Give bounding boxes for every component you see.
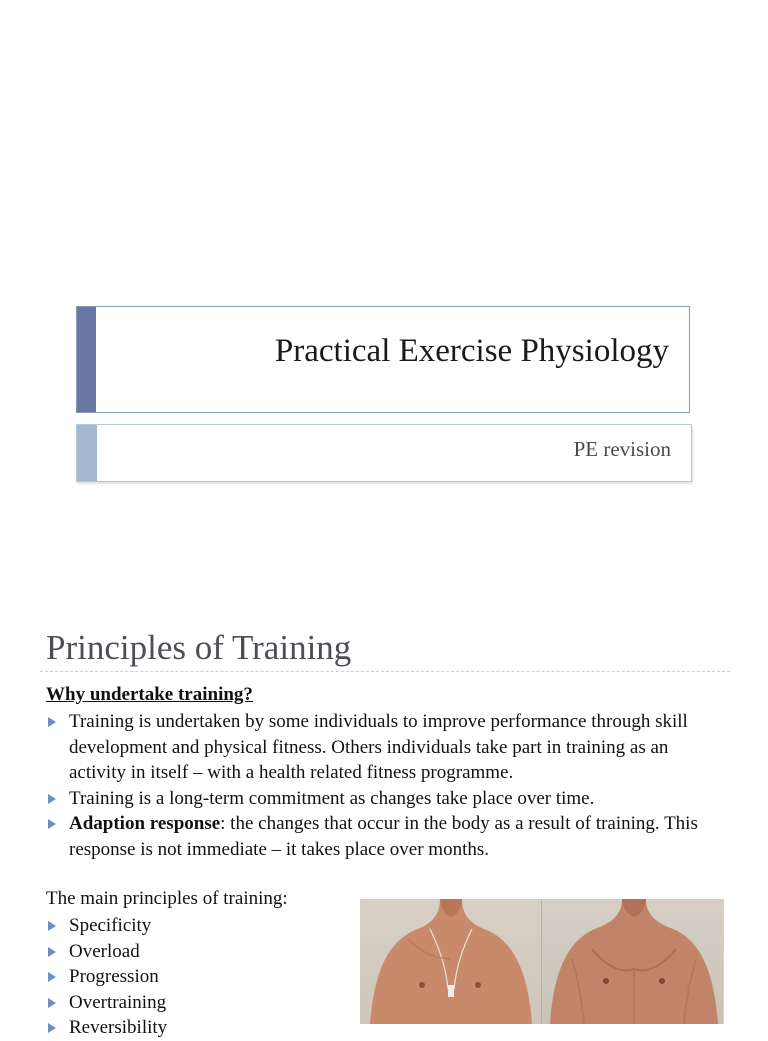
title-slide-box	[76, 306, 690, 413]
principle-label: Progression	[69, 966, 159, 987]
principle-label: Overload	[69, 940, 140, 962]
title-divider	[40, 671, 730, 672]
torso-before-icon	[360, 899, 541, 1024]
slide-title: Practical Exercise Physiology	[274, 333, 669, 369]
title-accent-bar	[77, 307, 96, 412]
bullet-triangle-icon	[48, 921, 56, 931]
list-item	[46, 786, 726, 812]
principles-intro: The main principles of training:	[46, 888, 288, 909]
principles-slide-title: Principles of Training	[46, 628, 352, 667]
list-item	[46, 709, 726, 786]
torso-after-icon	[542, 899, 723, 1024]
bullet-triangle-icon	[48, 794, 56, 804]
principle-label: Specificity	[69, 915, 152, 936]
list-item	[46, 1015, 346, 1041]
bullet-bold-term: Adaption response	[69, 813, 221, 834]
bullet-triangle-icon	[48, 947, 56, 957]
principle-label: Overtraining	[69, 991, 167, 1013]
list-item	[46, 990, 346, 1016]
bullet-triangle-icon	[48, 972, 56, 982]
reasons-list	[46, 709, 726, 862]
slide-subtitle: PE revision	[573, 437, 671, 461]
subtitle-accent-bar	[77, 425, 97, 481]
list-item	[46, 913, 346, 939]
principles-list	[46, 913, 346, 1041]
bullet-triangle-icon	[48, 717, 56, 727]
bullet-text: Training is a long-term commitment as changes take place over time.	[69, 787, 595, 809]
bullet-triangle-icon	[48, 998, 56, 1008]
after-photo	[542, 899, 723, 1024]
list-item	[46, 811, 726, 862]
before-photo	[360, 899, 541, 1024]
bullet-triangle-icon	[48, 819, 56, 829]
list-item	[46, 964, 346, 990]
section-heading: Why undertake training?	[46, 684, 253, 705]
principle-label: Reversibility	[69, 1017, 168, 1038]
bullet-text: Training is undertaken by some individuals to improve performance through skill development and physical fitness. Others individuals take part in training as an activity in itself – with a health related fitness programme.	[69, 711, 688, 783]
bullet-triangle-icon	[48, 1023, 56, 1033]
subtitle-box	[76, 424, 692, 482]
bullet-text: : the changes that occur in the body as a result of training. This response is not immediate – it takes place over months.	[69, 813, 698, 860]
list-item	[46, 939, 346, 965]
before-after-torso-photo	[360, 899, 724, 1024]
